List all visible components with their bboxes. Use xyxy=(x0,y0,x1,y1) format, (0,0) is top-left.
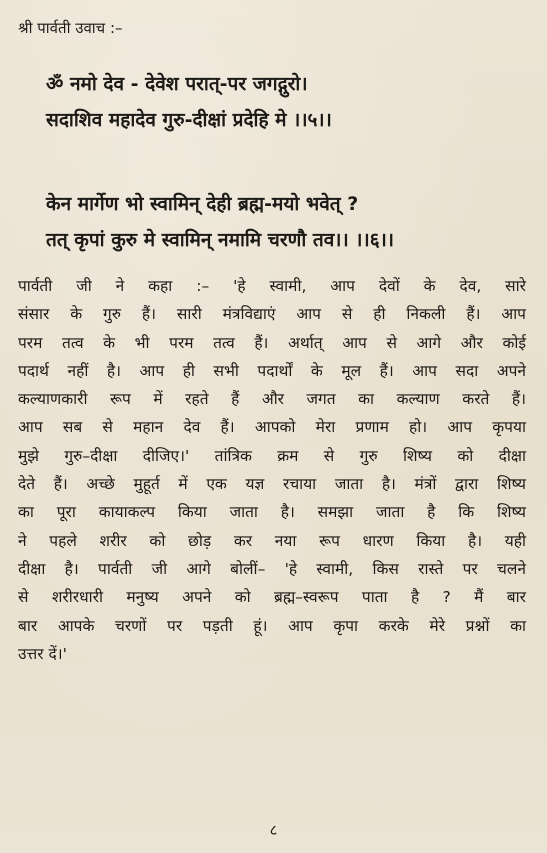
verse-line: तत् कृपां कुरु मे स्वामिन् नमामि चरणौ तव।। ।।६।। xyxy=(46,229,394,251)
commentary-line: उत्तर दें।' xyxy=(18,644,67,663)
commentary-line: बार आपके चरणों पर पड़ती हूं। आप कृपा करके मेरे प्रश्नों का xyxy=(18,616,526,635)
speaker-heading: श्री पार्वती उवाच :– xyxy=(18,19,123,37)
commentary-paragraph xyxy=(18,272,526,668)
commentary-line: से शरीरधारी मनुष्य अपने को ब्रह्म–स्वरूप पाता है ? मैं बार xyxy=(18,588,526,607)
commentary-line: परम तत्व के भी परम तत्व हैं। अर्थात् आप से आगे और कोई xyxy=(18,333,526,352)
commentary-line: देते हैं। अच्छे मुहूर्त में एक यज्ञ रचाया जाता है। मंत्रों द्वारा शिष्य xyxy=(18,475,526,494)
commentary-line: ने पहले शरीर को छोड़ कर नया रूप धारण किया है। यही xyxy=(18,531,526,550)
commentary-line: आप सब से महान देव हैं। आपको मेरा प्रणाम हो। आप कृपया xyxy=(18,418,526,437)
verse-6 xyxy=(46,186,394,258)
commentary-line: का पूरा कायाकल्प किया जाता है। समझा जाता है कि शिष्य xyxy=(18,503,526,522)
verse-line: केन मार्गेण भो स्वामिन् देही ब्रह्म-मयो भवेत् ? xyxy=(46,193,359,215)
commentary-line: पदार्थ नहीं है। आप ही सभी पदार्थों के मूल हैं। आप सदा अपने xyxy=(18,361,526,380)
commentary-line: मुझे गुरु–दीक्षा दीजिए।' तांत्रिक क्रम से गुरु शिष्य को दीक्षा xyxy=(18,446,526,465)
verse-line: सदाशिव महादेव गुरु-दीक्षां प्रदेहि मे ।।५।। xyxy=(46,109,332,131)
commentary-line: दीक्षा है। पार्वती जी आगे बोलीं– 'हे स्वामी, किस रास्ते पर चलने xyxy=(18,559,526,578)
verse-line: ॐ नमो देव - देवेश परात्-पर जगद्गुरो। xyxy=(46,73,308,95)
commentary-line: संसार के गुरु हैं। सारी मंत्रविद्याएं आप से ही निकली हैं। आप xyxy=(18,305,526,324)
commentary-line: कल्याणकारी रूप में रहते हैं और जगत का कल्याण करते हैं। xyxy=(18,390,526,409)
page-number: ८ xyxy=(269,821,278,839)
commentary-line: पार्वती जी ने कहा :– 'हे स्वामी, आप देवों के देव, सारे xyxy=(18,277,526,295)
verse-5 xyxy=(46,66,332,138)
